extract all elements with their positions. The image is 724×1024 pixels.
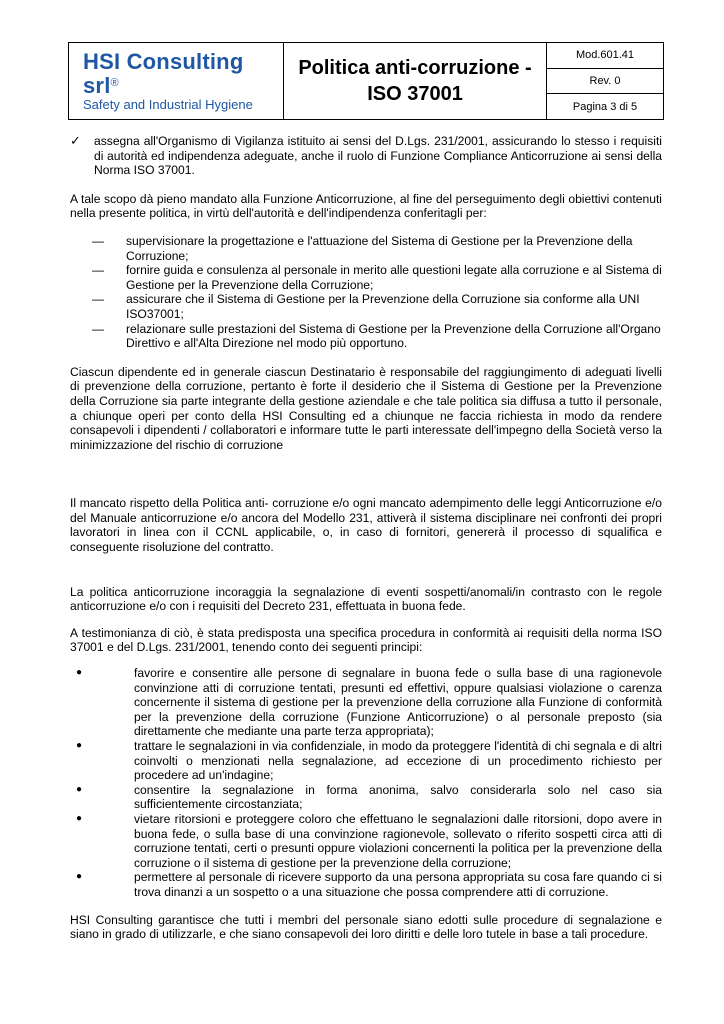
- page-number: Pagina 3 di 5: [547, 94, 664, 120]
- bullet-marker: ●: [76, 812, 83, 824]
- dash-marker: —: [92, 321, 105, 336]
- logo-cell: [69, 43, 284, 120]
- checkmark-icon: ✓: [70, 133, 81, 148]
- check-item-text: assegna all'Organismo di Vigilanza istituito ai sensi del D.Lgs. 231/2001, assicurando lo stesso i requisiti di autorità ed indipendenza adeguate, anche il ruolo di Funzione Compliance Anticorruzione ai sensi della Norma ISO 37001.: [94, 134, 662, 178]
- dash-marker: —: [92, 263, 105, 278]
- list-item: — fornire guida e consulenza al personale in merito alle questioni legate alla corruzione e al Sistema di Gestione per la Prevenzione della Corruzione;: [70, 263, 662, 292]
- revision: Rev. 0: [547, 68, 664, 94]
- bullet-list: [70, 666, 662, 900]
- title-line-1: Politica anti-corruzione -: [298, 57, 532, 79]
- paragraph-procedure: A testimonianza di ciò, è stata predisposta una specifica procedura in conformità ai requisiti della norma ISO 37001 e del D.Lgs. 231/2001, tenendo conto dei seguenti principi:: [70, 625, 662, 655]
- bullet-marker: ●: [76, 871, 83, 883]
- paragraph-mandate: A tale scopo dà pieno mandato alla Funzione Anticorruzione, al fine del perseguimento degli obiettivi contenuti nella presente politica, in virtù dell'autorità e dell'indipendenza conferitagli per:: [70, 191, 662, 221]
- document-body: [70, 134, 662, 942]
- list-item: ● trattare le segnalazioni in via confidenziale, in modo da proteggere l'identità di chi segnala e di altri coinvolti o menzionati nella segnalazione, ad eccezione di un procedimento richiesto per procedere ad un'indagine;: [70, 739, 662, 783]
- list-item: ● consentire la segnalazione in forma anonima, salvo considerarla solo nel caso sia sufficientemente circostanziata;: [70, 783, 662, 812]
- list-item: — supervisionare la progettazione e l'attuazione del Sistema di Gestione per la Prevenzione della Corruzione;: [70, 234, 662, 263]
- title-line-2: ISO 37001: [367, 83, 463, 105]
- dash-marker: —: [92, 233, 105, 248]
- registered-mark: ®: [110, 77, 119, 89]
- list-item: — relazionare sulle prestazioni del Sistema di Gestione per la Prevenzione della Corruzione all'Organo Direttivo e all'Alta Direzione nel modo più opportuno.: [70, 322, 662, 351]
- dash-list: [70, 234, 662, 351]
- paragraph-employees: Ciascun dipendente ed in generale ciascun Destinatario è responsabile del raggiungimento di adeguati livelli di prevenzione della corruzione, pertanto è forte il desiderio che il Sistema di Gestione per la Prevenzione della Corruzione sia parte integrante della gestione aziendale e che tale politica sia diffusa a tutto il personale, a chiunque operi per conto della HSI Consulting ed a chiunque ne faccia richiesta in modo da rendere consapevoli i dipendenti / collaboratori e informare tutte le parti interessate dell'impegno della Società verso la minimizzazione del rischio di corruzione: [70, 364, 662, 452]
- company-logo: [69, 50, 283, 112]
- check-item: [70, 134, 662, 178]
- bullet-marker: ●: [76, 783, 83, 795]
- document-header: [68, 42, 664, 120]
- paragraph-noncompliance: Il mancato rispetto della Politica anti- corruzione e/o ogni mancato adempimento delle leggi Anticorruzione e/o del Manuale anticorruzione e/o ancora del Modello 231, attiverà il sistema disciplinare nei confronti dei propri lavoratori in linea con il CCNL applicabile, o, in caso di fornitori, genererà il processo di squalifica e conseguente risoluzione del contratto.: [70, 496, 662, 555]
- paragraph-training: HSI Consulting garantisce che tutti i membri del personale siano edotti sulle procedure di segnalazione e siano in grado di utilizzarle, e che siano consapevoli dei loro diritti e delle loro tutele in base a tali procedure.: [70, 912, 662, 942]
- paragraph-reporting: La politica anticorruzione incoraggia la segnalazione di eventi sospetti/anomali/in contrasto con le regole anticorruzione e/o con i requisiti del Decreto 231, effettuata in buona fede.: [70, 584, 662, 614]
- list-item: ● vietare ritorsioni e proteggere coloro che effettuano le segnalazioni dalle ritorsioni, dopo avere in buona fede, o sulla base di una convinzione ragionevole, sollevato o riferito sospetti circa atti di corruzione tentati, certi o presunti oppure violazioni concernenti la politica per la prevenzione della corruzione o il sistema di gestione per la prevenzione della corruzione;: [70, 812, 662, 870]
- list-item: — assicurare che il Sistema di Gestione per la Prevenzione della Corruzione sia conforme alla UNI ISO37001;: [70, 292, 662, 321]
- logo-main-text: HSI Consulting srl: [83, 49, 244, 98]
- document-title: [284, 43, 547, 120]
- logo-tagline: Safety and Industrial Hygiene: [83, 97, 253, 112]
- bullet-marker: ●: [76, 740, 83, 751]
- list-item: ● favorire e consentire alle persone di segnalare in buona fede o sulla base di una ragionevole convinzione atti di corruzione tentati, presunti ed effettivi, oppure qualsiasi violazione o carenza concernente il sistema di gestione per la prevenzione della corruzione alla Funzione di conformità per la prevenzione della corruzione (Funzione Anticorruzione) o al personale preposto (sia direttamente che mediante una parte terza appropriata);: [70, 666, 662, 739]
- list-item: ● permettere al personale di ricevere supporto da una persona appropriata su cosa fare quando ci si trova dinanzi a un sospetto o a una situazione che possa comprendere atti di corruzione.: [70, 870, 662, 899]
- doc-code: Mod.601.41: [547, 43, 664, 69]
- bullet-marker: ●: [76, 667, 83, 679]
- dash-marker: —: [92, 292, 105, 307]
